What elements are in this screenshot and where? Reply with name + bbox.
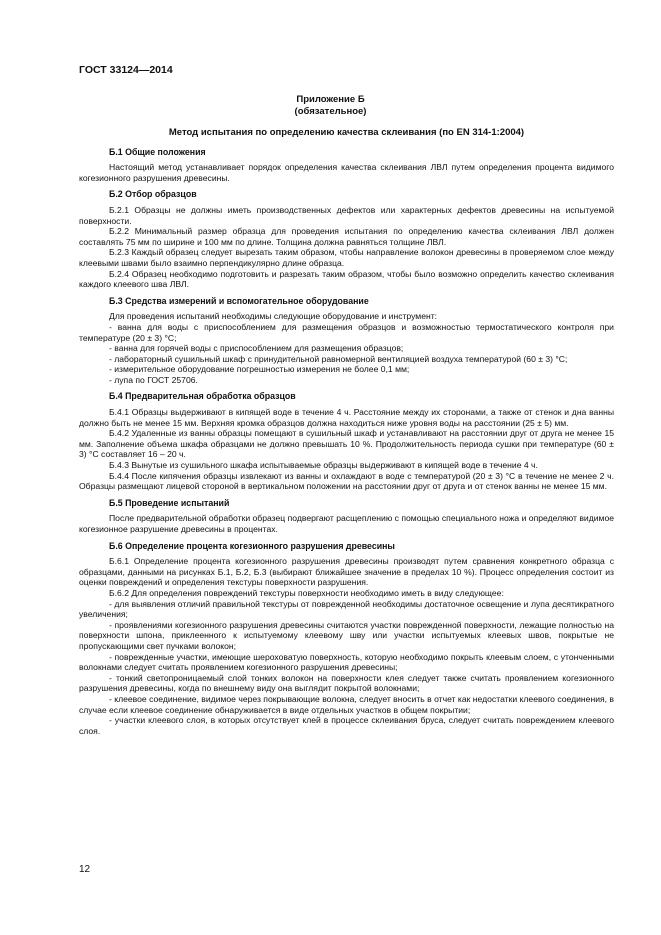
list-item: - проявлениями когезионного разрушения древесины считаются участки поврежденной поверхности, лежащие полностью на поверхности шпона, приклеенного к испытуемому клеевому шву или участки испытуемых клеевых швов, покрытые не пропускающими свет пучками волокон; [79, 619, 614, 651]
section-b4 [79, 391, 614, 491]
section-heading: Б.3 Средства измерений и вспомогательное оборудование [109, 295, 369, 306]
section-heading: Б.2 Отбор образцов [109, 189, 197, 200]
paragraph: Б.4.1 Образцы выдерживают в кипящей воде в течение 4 ч. Расстояние между их сторонами, а также от стенок и дна ванны должно быть не менее 15 мм. Верхняя кромка образцов должна находиться ниже уровня воды на расстоянии (25 ± 5) мм. [79, 407, 614, 428]
section-b6 [79, 541, 614, 737]
list-item: - тонкий светопроницаемый слой тонких волокон на поверхности клея следует также считать проявлением когезионного разрушения древесины, когда по внешнему виду она выглядит покрытой волокнами; [79, 672, 614, 694]
section-b5 [79, 498, 614, 535]
section-b2 [79, 189, 614, 289]
section-b1 [79, 147, 614, 184]
section-heading: Б.4 Предварительная обработка образцов [109, 391, 296, 402]
paragraph: Б.2.2 Минимальный размер образца для проведения испытания по определению качества склеивания ЛВЛ должен составлять 75 мм по ширине и 100 мм по длине. Толщина должна равняться толщине ЛВЛ. [79, 226, 614, 247]
section-heading: Б.5 Проведение испытаний [109, 497, 230, 508]
paragraph: Б.2.4 Образец необходимо подготовить и разрезать таким образом, чтобы было возможно определить качество склеивания каждого клеевого шва ЛВЛ. [79, 268, 614, 290]
list-item: - ванна для горячей воды с приспособлением для размещения образцов; [109, 343, 404, 354]
list-item: - лабораторный сушильный шкаф с принудительной равномерной вентиляцией воздуха температурой (60 ± 3) °С; [109, 353, 568, 364]
list-item: - лупа по ГОСТ 25706. [109, 374, 198, 385]
list-item: - участки клеевого слоя, в которых отсутствует клей в процессе склеивания бруса, следует считать повреждением клеевого слоя. [79, 715, 614, 736]
paragraph: Б.4.3 Вынутые из сушильного шкафа испытываемые образцы выдерживают в кипящей воде в течение 4 ч. [109, 460, 538, 471]
document-body [79, 128, 614, 742]
list-item: - ванна для воды с приспособлением для размещения образцов и возможностью термостатического контроля при температуре (20 ± 3) °С; [79, 321, 614, 343]
paragraph: Б.6.1 Определение процента когезионного разрушения древесины производят путем сравнения конкретного образца с образцами, данными на рисунках Б.1, Б.2, Б.3 (выбирают ближайшее значение в пределах 10 %). Процесс определения состоит из оценки повреждений и определения текстуры поверхности разрушения. [79, 556, 614, 588]
list-item: - поврежденные участки, имеющие шероховатую поверхность, которую необходимо покрыть клеевым слоем, с утонченными волокнами следует считать проявлением когезионного разрушения древесины; [79, 651, 614, 673]
page-number: 12 [79, 864, 91, 875]
paragraph: Б.6.2 Для определения повреждений текстуры поверхности необходимо иметь в виду следующее: [109, 587, 504, 598]
list-item: - клеевое соединение, видимое через покрывающие волокна, следует вносить в отчет как недостатки клеевого соединения, в случае если клеевое соединение обнаруживается в виде отдельных участков в общем покрытии; [79, 693, 614, 715]
paragraph: После предварительной обработки образец подвергают расщеплению с помощью специального ножа и определяют видимое когезионное разрушение древесины в процентах. [79, 513, 614, 534]
method-title: Метод испытания по определению качества склеивания (по EN 314-1:2004) [168, 127, 525, 138]
paragraph: Б.2.1 Образцы не должны иметь производственных дефектов или характерных дефектов древесины на испытуемой поверхности. [79, 204, 614, 226]
section-b3 [79, 296, 614, 386]
paragraph: Настоящий метод устанавливает порядок определения качества склеивания ЛВЛ путем определения процента видимого когезионного разрушения древесины. [79, 162, 614, 183]
paragraph: Б.4.4 После кипячения образцы извлекают из ванны и охлаждают в воде с температурой (20 ± 3) °С в течение не менее 2 ч. Образцы размещают лицевой стороной в вертикальном положении на расстоянии друг от друга и от стенок ванны не менее 15 мм. [79, 470, 614, 492]
appendix-title: Приложение Б [296, 94, 365, 105]
paragraph: Для проведения испытаний необходимы следующие оборудование и инструмент: [109, 311, 438, 322]
section-heading: Б.1 Общие положения [109, 146, 206, 157]
appendix-status: (обязательное) [294, 106, 367, 117]
section-heading: Б.6 Определение процента когезионного разрушения древесины [109, 540, 395, 551]
document-header: ГОСТ 33124—2014 [79, 64, 173, 76]
paragraph: Б.4.2 Удаленные из ванны образцы помещают в сушильный шкаф и устанавливают на расстоянии друг от друга не менее 15 мм. Заполнение объема шкафа образцами не должно превышать 10 %. Продолжительность периода сушки при температуре (60 ± 3) °С составляет 16 – 20 ч. [79, 428, 614, 460]
paragraph: Б.2.3 Каждый образец следует вырезать таким образом, чтобы направление волокон древесины в проверяемом слое между клеевыми швами было взаимно перпендикулярно длине образца. [79, 247, 614, 268]
list-item: - измерительное оборудование погрешностью измерения не более 0,1 мм; [109, 364, 410, 375]
list-item: - для выявления отличий правильной текстуры от поврежденной необходимы достаточное освещение и лупа десятикратного увеличения; [79, 598, 614, 620]
